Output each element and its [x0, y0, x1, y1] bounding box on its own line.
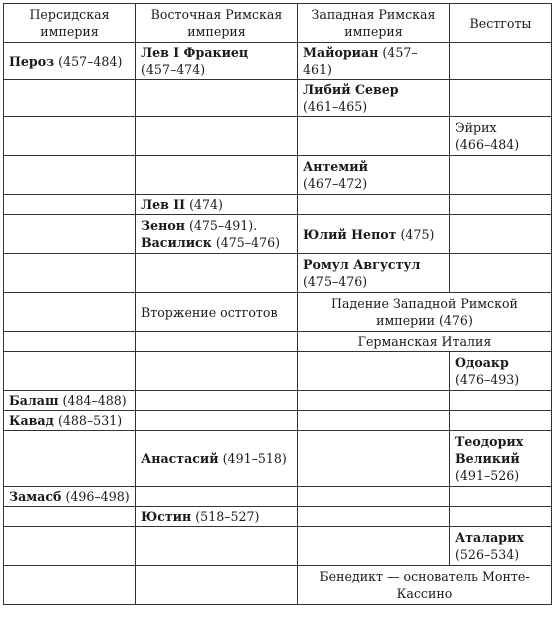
- table-row: [4, 566, 552, 605]
- ruler-name: Балаш: [9, 393, 59, 408]
- header-row: [4, 4, 552, 43]
- east-cell: [136, 215, 298, 254]
- west-cell: [298, 431, 450, 487]
- east-cell: [136, 411, 298, 431]
- east-cell: [136, 80, 298, 117]
- east-cell: [136, 352, 298, 391]
- ruler-name: Лев II: [141, 197, 186, 212]
- table-row: [4, 43, 552, 80]
- table-row: [4, 293, 552, 332]
- table-row: [4, 195, 552, 215]
- ruler-name: Теодорих Великий: [455, 434, 524, 466]
- west-cell: [298, 156, 450, 195]
- ruler-name: Анастасий: [141, 451, 219, 466]
- table-row: [4, 411, 552, 431]
- ruler-years: (461–465): [303, 99, 368, 114]
- ruler-name: Кавад: [9, 413, 54, 428]
- west-cell: [298, 527, 450, 566]
- east-cell: [136, 195, 298, 215]
- ruler-years: (467–472): [303, 176, 368, 191]
- goth-cell: [450, 156, 552, 195]
- goth-cell: [450, 431, 552, 487]
- ruler-name: Лев I Фракиец: [141, 45, 249, 60]
- ruler-years: (526–534): [455, 547, 520, 562]
- table-row: [4, 527, 552, 566]
- east-cell: [136, 566, 298, 605]
- table-row: [4, 487, 552, 507]
- ruler-name: Аталарих: [455, 530, 524, 545]
- persia-cell: [4, 507, 136, 527]
- west-cell: [298, 507, 450, 527]
- persia-cell: [4, 117, 136, 156]
- table-row: [4, 391, 552, 411]
- persia-cell: [4, 391, 136, 411]
- east-cell: Вторжение остготов: [136, 293, 298, 332]
- persia-cell: [4, 332, 136, 352]
- table-row: [4, 431, 552, 487]
- persia-cell: [4, 156, 136, 195]
- ruler-years: (457–484): [58, 53, 123, 69]
- ruler-name: Майориан: [303, 45, 379, 60]
- table-row: [4, 332, 552, 352]
- table-row: [4, 80, 552, 117]
- ruler-years: (475–476): [215, 235, 281, 250]
- goth-cell: [450, 352, 552, 391]
- persia-cell: [4, 352, 136, 391]
- ruler-name: Пероз: [9, 53, 55, 69]
- ruler-name: Василиск: [141, 235, 212, 250]
- persia-cell: [4, 293, 136, 332]
- goth-cell: [450, 507, 552, 527]
- header-west-rome: Западная Римская империя: [298, 4, 450, 43]
- ruler-name: Юлий Непот: [303, 226, 397, 242]
- east-cell: [136, 391, 298, 411]
- west-cell: [298, 352, 450, 391]
- persia-cell: [4, 411, 136, 431]
- goth-cell: [450, 487, 552, 507]
- west-cell: [298, 487, 450, 507]
- east-cell: [136, 117, 298, 156]
- persia-cell: [4, 254, 136, 293]
- ruler-years: (518–527): [195, 509, 260, 524]
- west-cell: [298, 215, 450, 254]
- ruler-name: Антемий: [303, 159, 368, 174]
- ruler-name: Зенон: [141, 218, 185, 233]
- east-cell: [136, 43, 298, 80]
- east-cell: [136, 332, 298, 352]
- table-row: [4, 215, 552, 254]
- ruler-years: (484–488): [62, 393, 127, 408]
- table-row: [4, 254, 552, 293]
- header-visigoths: Вестготы: [450, 4, 552, 43]
- east-cell: [136, 527, 298, 566]
- ruler-years: (491–518): [222, 451, 287, 466]
- west-cell: [298, 391, 450, 411]
- table-row: [4, 507, 552, 527]
- goth-cell: [450, 80, 552, 117]
- german-italy-cell: Германская Италия: [298, 332, 552, 352]
- ruler-name: Ромул Августул: [303, 257, 421, 272]
- ruler-years: (488–531): [57, 413, 123, 428]
- benedict-cell: Бенедикт — основатель Монте-Кассино: [298, 566, 552, 605]
- ruler-name: Эйрих: [455, 120, 497, 135]
- persia-cell: [4, 487, 136, 507]
- ruler-years: (496–498): [65, 489, 130, 504]
- ruler-years: (475–491).: [188, 218, 258, 233]
- ruler-years: (457–474): [141, 62, 206, 77]
- east-cell: [136, 487, 298, 507]
- west-event-cell: Падение Западной Римской империи (476): [298, 293, 552, 332]
- table-row: [4, 156, 552, 195]
- ruler-years: (475–476): [303, 274, 368, 289]
- west-cell: [298, 254, 450, 293]
- persia-cell: [4, 566, 136, 605]
- east-cell: [136, 507, 298, 527]
- west-cell: [298, 195, 450, 215]
- table-row: [4, 117, 552, 156]
- goth-cell: [450, 254, 552, 293]
- ruler-name: Одоакр: [455, 355, 509, 370]
- goth-cell: [450, 117, 552, 156]
- ruler-years: (474): [189, 197, 223, 212]
- ruler-years: (476–493): [455, 372, 520, 387]
- ruler-years: (457–461): [303, 45, 418, 77]
- goth-cell: [450, 391, 552, 411]
- chronology-table: [3, 3, 552, 605]
- persia-cell: [4, 527, 136, 566]
- persia-cell: [4, 80, 136, 117]
- ruler-years: (491–526): [455, 468, 520, 483]
- west-cell: [298, 411, 450, 431]
- east-cell: [136, 431, 298, 487]
- goth-cell: [450, 411, 552, 431]
- header-east-rome: Восточная Римская империя: [136, 4, 298, 43]
- goth-cell: [450, 43, 552, 80]
- west-cell: [298, 117, 450, 156]
- ruler-years: (475): [400, 226, 435, 242]
- persia-cell: [4, 431, 136, 487]
- persia-cell: [4, 215, 136, 254]
- goth-cell: [450, 215, 552, 254]
- ruler-years: (466–484): [455, 137, 520, 152]
- header-persia: Персидская империя: [4, 4, 136, 43]
- table-row: [4, 352, 552, 391]
- persia-cell: [4, 43, 136, 80]
- ruler-name: Юстин: [141, 509, 192, 524]
- ruler-name: Либий Север: [303, 82, 399, 97]
- west-cell: [298, 80, 450, 117]
- east-cell: [136, 156, 298, 195]
- goth-cell: [450, 527, 552, 566]
- west-cell: [298, 43, 450, 80]
- persia-cell: [4, 195, 136, 215]
- ruler-name: Замасб: [9, 489, 62, 504]
- goth-cell: [450, 195, 552, 215]
- east-cell: [136, 254, 298, 293]
